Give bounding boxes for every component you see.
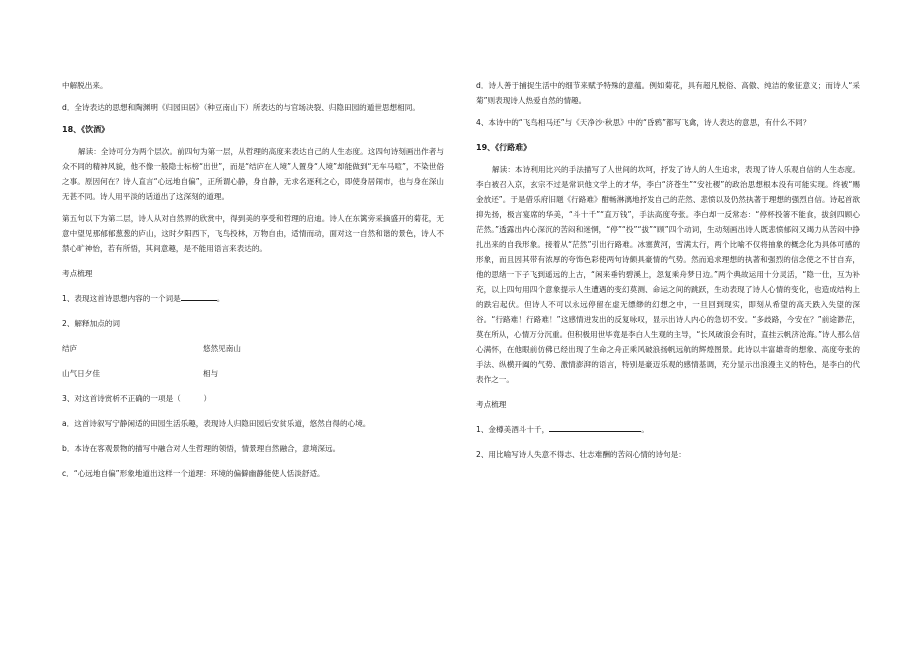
section-heading-18: 18、《饮酒》 (62, 125, 110, 134)
word-item: 山气日夕佳 (62, 369, 100, 378)
question-1: 1、金樽美酒斗十千， 。 (476, 422, 860, 437)
word-item: 结庐 (62, 344, 78, 353)
word-item: 相与 (203, 369, 219, 378)
exam-points-heading: 考点梳理 (62, 269, 93, 278)
analysis-paragraph-2: 第五句以下为第二层，诗人从对自然界的欣赏中，得到美的享受和哲理的启迪。诗人在东篱旁采摘盛开的菊花，无意中望见那郁郁葱葱的庐山，这时夕阳西下，飞鸟投林，万物自由，适情而动，面对这一自然和谐的景色，诗人不禁心旷神怡，若有所悟，其间意趣，是不能用语言来表达的。 (62, 214, 444, 253)
analysis-paragraph: 解读：本诗利用比兴的手法描写了人世间的坎坷，抒发了诗人的人生追求，表现了诗人乐观自信的人生态度。李白被召入京，玄宗不过是常识他文学上的才华，李白“济苍生”“安社稷”的政治思想根本没有可能实现。终被“赐金放还”。于是借乐府旧题《行路难》酣畅淋漓地抒发自己的茫然、悲愤以及仍然执著于理想的强烈自信。诗起首欲抑先扬，极言宴席的华美，“斗十千”“直万钱”，手法高度夸张。李白却一反常态：“停杯投箸不能食，拔剑四顾心茫然。”透露出内心深沉的苦闷和迷惘，“停”“投”“拔”“顾”四个动词，生动刻画出诗人既悲愤郁闷又竭力从苦闷中挣扎出来的自我形象。接着从“茫然”引出行路难。冰塞黄河，雪满太行，两个比喻不仅将抽象的概念化为具体可感的形象，而且因其带有浓厚的夸饰色彩使两句诗颇具豪情的气势。然而追求理想的执著和强烈的信念使之不甘自弃，他的思绪一下子飞到遥远的上古，“闲来垂钓碧溪上，忽复乘舟梦日边。”两个典故运用十分灵活，“隐一仕，互为补充，以上四句用四个意象提示人生遭遇的变幻莫测、命运之间的跳跃，生动表现了诗人心情的变化，也造成结构上的跌宕起伏。但诗人不可以永远停留在虚无缥缈的幻想之中，一旦回到现实，即刻从希望的高天跌入失望的深谷。“行路难！行路难！”这感情迸发出的反复咏叹，显示出诗人内心的急切不安。“多歧路，今安在？”前途渺茫，莫在所从，心情万分沉重。但积极用世毕竟是李白人生观的主导，“长风破浪会有时，直挂云帆济沧海。”诗人那么信心满怀，在他眼前仿佛已经出现了生命之舟正乘风破浪扬帆远航的辉煌图景。此诗以丰富雄奇的想象、高度夸张的手法、纵横开阖的气势、激情澎湃的语言，特别是豪迈乐观的感情基调，充分显示出浪漫主义的特色，是李白的代表作之一。 (476, 165, 860, 384)
option-c: c．“心远地自偏”形象地道出这样一个道理：环境的偏僻幽静能使人恬淡舒适。 (62, 469, 325, 478)
right-column (476, 78, 860, 462)
answer-blank (181, 291, 217, 301)
option-b: b．本诗在客观景物的描写中融合对人生哲理的领悟，情景理自然融合，意境深远。 (62, 444, 341, 453)
question-2: 2、用比喻写诗人失意不得志、壮志难酬的苦闷心情的诗句是： (476, 450, 686, 459)
question-4: 4、本诗中的“飞鸟相马还”与《天净沙·秋思》中的“昏鸦”都写飞禽，诗人表达的意思，有什么不同？ (476, 118, 811, 127)
word-row (62, 366, 444, 381)
question-3: 3、对这首诗赏析不正确的一项是（ ） (62, 394, 212, 403)
answer-blank (549, 422, 641, 432)
exam-points-heading: 考点梳理 (476, 400, 507, 409)
word-row (62, 341, 444, 356)
section-heading-19: 19、《行路难》 (476, 143, 532, 152)
paragraph: 中解脱出来。 (62, 81, 108, 90)
option-a: a．这首诗叙写宁静闲适的田园生活乐趣，表现诗人归隐田园后安贫乐道，悠然自得的心境。 (62, 419, 371, 428)
question-2: 2、解释加点的词 (62, 319, 120, 328)
word-item: 悠然见南山 (203, 344, 241, 353)
option-d: d．诗人善于捕捉生活中的细节来赋予特殊的意蕴。例如菊花，具有超凡脱俗、高傲、纯洁的象征意义；而诗人“采菊”则表现诗人热爱自然的情趣。 (476, 81, 860, 105)
left-column (62, 78, 444, 481)
question-1: 1、表现这首诗思想内容的一个词是 。 (62, 291, 444, 306)
analysis-paragraph-1: 解读：全诗可分为两个层次。前四句为第一层，从哲理的高度来表达自己的人生态度。这四句诗刻画出作者与众不同的精神风貌，他不像一般隐士标榜“出世”，而是“结庐在人境”人置身“人境”却能做到“无车马喧”，不染世俗之事。原因何在？诗人直言“心远地自偏”，正所谓心静，身自静，无求名逐利之心，即使身居闹市，也与身在深山无甚不同。诗人用平淡的话道出了这深刻的道理。 (62, 147, 444, 201)
option-d: d．全诗表达的思想和陶渊明《归园田居》（种豆南山下）所表达的与官场决裂、归隐田园的遁世思想相同。 (62, 103, 420, 112)
